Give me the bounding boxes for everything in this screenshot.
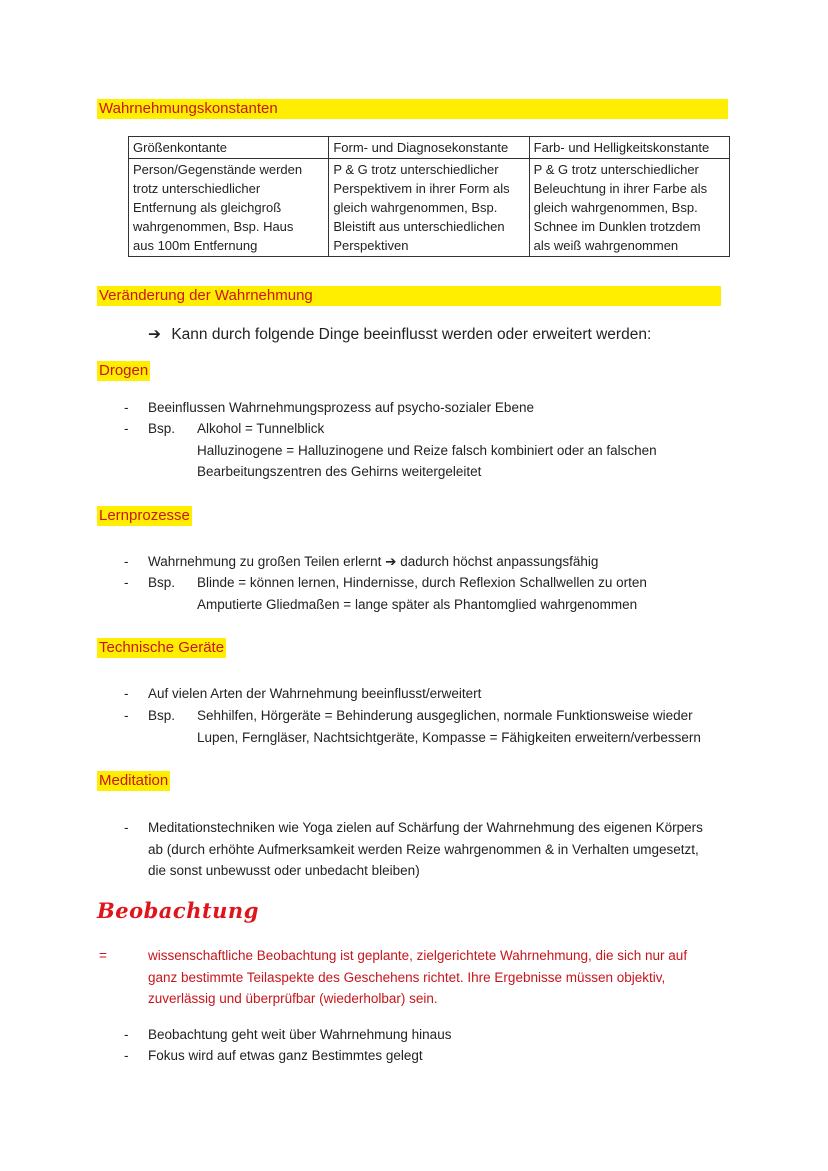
table-header-cell: Größenkontante [129, 137, 329, 159]
konstanten-table [128, 136, 730, 257]
arrow-statement-text: Kann durch folgende Dinge beeinflusst werden oder erweitert werden: [171, 326, 652, 343]
table-cell-farbe [529, 159, 729, 257]
drogen-example-3: Bearbeitungszentren des Gehirns weitergeleitet [197, 464, 482, 479]
tech-bullet-1: Auf vielen Arten der Wahrnehmung beeinflusst/erweitert [148, 686, 482, 701]
medi-line-1: Meditationstechniken wie Yoga zielen auf Schärfung der Wahrnehmung des eigenen Körpers [148, 820, 703, 835]
bullet-dash: - [124, 421, 129, 436]
table-header-cell: Form- und Diagnosekonstante [329, 137, 529, 159]
bullet-dash: - [124, 686, 129, 701]
heading-veraenderung: Veränderung der Wahrnehmung [99, 287, 313, 304]
cell-line: gleich wahrgenommen, Bsp. [533, 200, 698, 215]
medi-line-2: ab (durch erhöhte Aufmerksamkeit werden Reize wahrgenommen & in Verhalten umgesetzt, [148, 842, 699, 857]
cell-line: trotz unterschiedlicher [133, 181, 261, 196]
heading-technische-geraete: Technische Geräte [99, 639, 225, 656]
table-cell-groesse [129, 159, 329, 257]
table-header-row [129, 137, 730, 159]
cell-line: Schnee im Dunklen trotzdem [533, 219, 701, 234]
lern-bullet-1-part-a: Wahrnehmung zu großen Teilen erlernt [148, 554, 382, 569]
beob-definition-2: ganz bestimmte Teilaspekte des Geschehens richtet. Ihre Ergebnisse müssen objektiv, [148, 970, 666, 985]
bullet-dash: - [124, 1027, 129, 1042]
lern-bullet-1 [148, 551, 598, 572]
heading-beobachtung: Beobachtung [97, 898, 259, 923]
heading-lernprozesse: Lernprozesse [99, 507, 190, 524]
cell-line: Bleistift aus unterschiedlichen [333, 219, 505, 234]
tech-example-2: Lupen, Ferngläser, Nachtsichtgeräte, Kompasse = Fähigkeiten erweitern/verbessern [197, 730, 701, 745]
cell-line: Perspektivem in ihrer Form als [333, 181, 510, 196]
definition-equals: = [99, 948, 107, 963]
drogen-bsp: Bsp. [148, 421, 176, 436]
cell-line: P & G trotz unterschiedlicher [333, 162, 499, 177]
cell-line: Person/Gegenstände werden [133, 162, 303, 177]
cell-line: Entfernung als gleichgroß [133, 200, 282, 215]
table-header-cell: Farb- und Helligkeitskonstante [529, 137, 729, 159]
bullet-dash: - [124, 400, 129, 415]
cell-line: P & G trotz unterschiedlicher [533, 162, 699, 177]
tech-bsp: Bsp. [148, 708, 176, 723]
arrow-right-icon: ➔ [385, 554, 397, 569]
cell-line: gleich wahrgenommen, Bsp. [333, 200, 498, 215]
heading-drogen: Drogen [99, 362, 149, 379]
lern-bullet-1-part-b: dadurch höchst anpassungsfähig [400, 554, 599, 569]
bullet-dash: - [124, 575, 129, 590]
lern-example-1: Blinde = können lernen, Hindernisse, durch Reflexion Schallwellen zu orten [197, 575, 647, 590]
bullet-dash: - [124, 708, 129, 723]
bullet-dash: - [124, 1048, 129, 1063]
cell-line: als weiß wahrgenommen [533, 238, 679, 253]
beob-definition-3: zuverlässig und überprüfbar (wiederholbar) sein. [148, 991, 438, 1006]
heading-konstanten: Wahrnehmungskonstanten [99, 100, 278, 117]
bullet-dash: - [124, 554, 129, 569]
drogen-example-2: Halluzinogene = Halluzinogene und Reize falsch kombiniert oder an falschen [197, 443, 657, 458]
lern-bsp: Bsp. [148, 575, 176, 590]
cell-line: aus 100m Entfernung [133, 238, 258, 253]
table-row [129, 159, 730, 257]
drogen-example-1: Alkohol = Tunnelblick [197, 421, 325, 436]
cell-line: Perspektiven [333, 238, 409, 253]
beob-bullet-2: Fokus wird auf etwas ganz Bestimmtes gelegt [148, 1048, 423, 1063]
bullet-dash: - [124, 820, 129, 835]
arrow-right-icon: ➔ [148, 326, 161, 343]
tech-example-1: Sehhilfen, Hörgeräte = Behinderung ausgeglichen, normale Funktionsweise wieder [197, 708, 693, 723]
drogen-bullet-1: Beeinflussen Wahrnehmungsprozess auf psycho-sozialer Ebene [148, 400, 534, 415]
cell-line: wahrgenommen, Bsp. Haus [133, 219, 294, 234]
arrow-statement [148, 325, 651, 344]
heading-meditation: Meditation [99, 772, 169, 789]
cell-line: Beleuchtung in ihrer Farbe als [533, 181, 708, 196]
table-cell-form [329, 159, 529, 257]
beob-bullet-1: Beobachtung geht weit über Wahrnehmung hinaus [148, 1027, 452, 1042]
lern-example-2: Amputierte Gliedmaßen = lange später als Phantomglied wahrgenommen [197, 597, 638, 612]
beob-definition-1: wissenschaftliche Beobachtung ist geplante, zielgerichtete Wahrnehmung, die sich nur auf [148, 948, 688, 963]
medi-line-3: die sonst unbewusst oder unbedacht bleiben) [148, 863, 420, 878]
